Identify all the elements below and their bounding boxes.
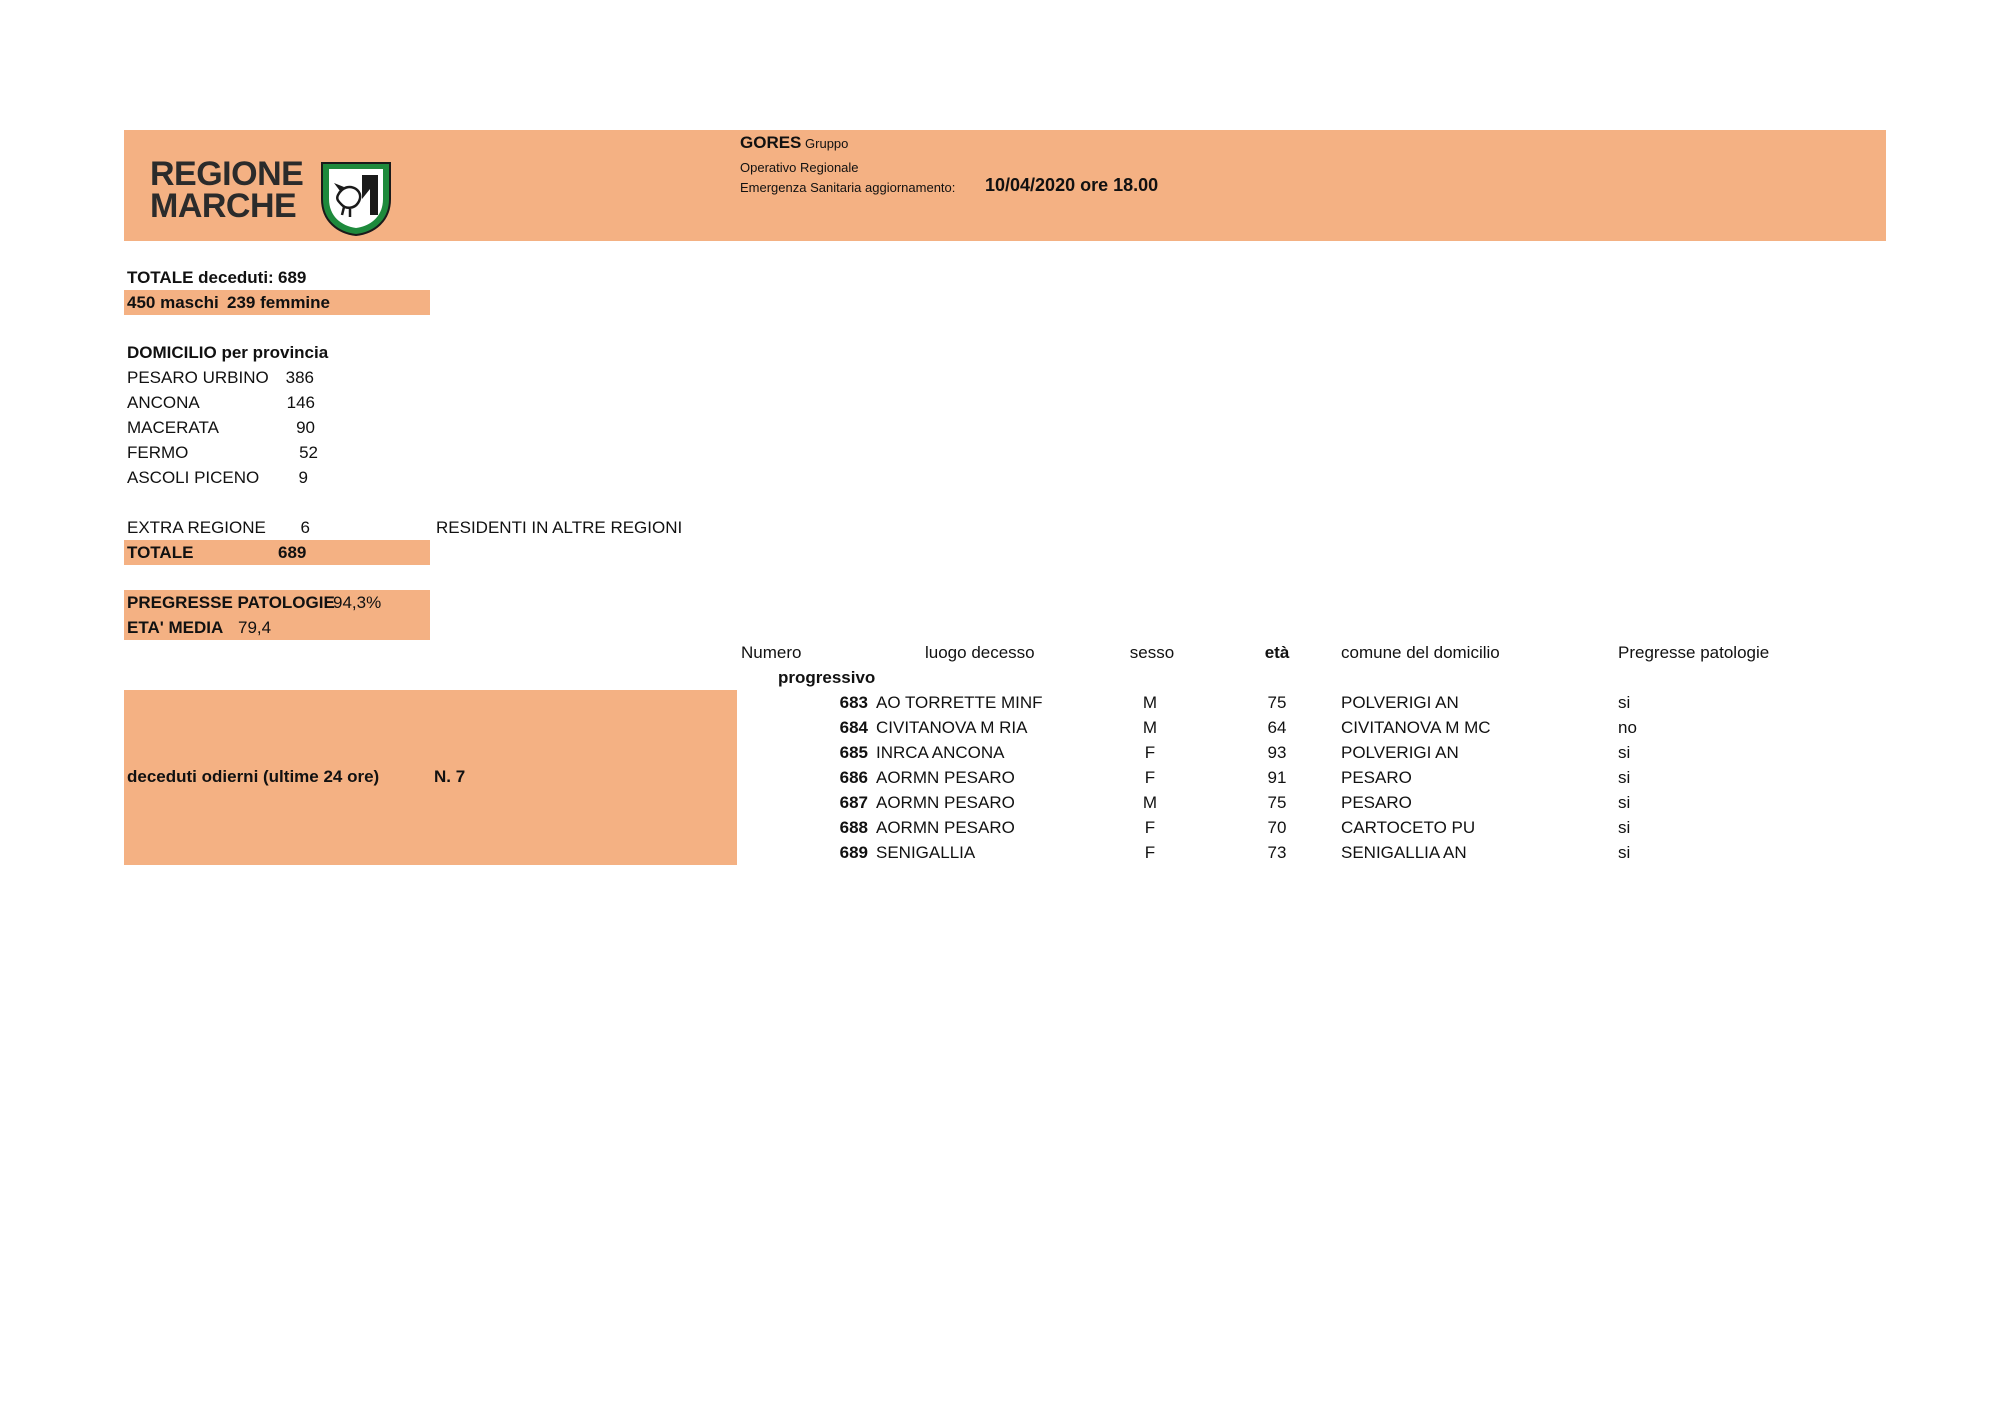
row-sesso: F [1144,743,1156,762]
row-patologie: si [1618,793,1631,812]
row-comune: POLVERIGI AN [1341,743,1459,762]
province-value: 386 [285,368,314,387]
row-patologie: si [1618,768,1631,787]
row-patologie: si [1618,693,1631,712]
regione-marche-logo [150,155,400,241]
aggiornamento-label: aggiornamento: [865,180,956,195]
row-luogo: AORMN PESARO [876,793,1015,812]
operativo-regionale-label: Operativo Regionale [740,160,859,175]
row-patologie: si [1618,843,1631,862]
row-numero: 688 [839,818,868,837]
province-value: 52 [299,443,318,462]
row-eta: 75 [1267,693,1287,712]
totale-deceduti-value: 689 [278,268,307,287]
logo-text-line2: MARCHE [150,187,297,225]
totale-label: TOTALE [127,543,194,562]
extra-regione-value: 6 [300,518,310,537]
row-luogo: AORMN PESARO [876,818,1015,837]
pregresse-patologie-label: PREGRESSE PATOLOGIE [127,593,335,612]
row-sesso: F [1144,768,1156,787]
province-name: PESARO URBINO [127,368,269,387]
gores-label: GORES [740,133,802,152]
emergenza-label: Emergenza Sanitaria [740,180,862,195]
province-value: 9 [298,468,308,487]
daily-deaths-label: deceduti odierni (ultime 24 ore) [127,767,380,786]
row-sesso: F [1144,843,1156,862]
row-luogo: AORMN PESARO [876,768,1015,787]
maschi-count: 450 maschi [127,293,219,312]
row-comune: SENIGALLIA AN [1341,843,1467,862]
daily-deaths-count: N. 7 [434,767,466,786]
regional-shield-icon [318,159,394,237]
emergenza-line [740,180,955,196]
row-patologie: si [1618,743,1631,762]
province-name: ASCOLI PICENO [127,468,260,487]
row-sesso: M [1142,793,1158,812]
row-numero: 684 [839,718,868,737]
domicilio-title: DOMICILIO per provincia [127,343,329,362]
header-sesso: sesso [1129,643,1175,662]
row-numero: 689 [839,843,868,862]
province-value: 90 [296,418,315,437]
row-eta: 64 [1267,718,1287,737]
row-luogo: AO TORRETTE MINF [876,693,1043,712]
province-name: MACERATA [127,418,219,437]
row-sesso: M [1142,693,1158,712]
row-eta: 70 [1267,818,1287,837]
extra-regione-note: RESIDENTI IN ALTRE REGIONI [436,518,683,537]
totale-value: 689 [278,543,307,562]
row-numero: 683 [839,693,868,712]
row-comune: CARTOCETO PU [1341,818,1476,837]
row-patologie: no [1618,718,1637,737]
eta-media-value: 79,4 [238,618,272,637]
header-progressivo: progressivo [778,668,876,687]
header-eta: età [1264,643,1290,662]
pregresse-patologie-value: 94,3% [333,593,382,612]
row-numero: 686 [839,768,868,787]
province-name: ANCONA [127,393,200,412]
header-numero: Numero [741,643,802,662]
row-luogo: INRCA ANCONA [876,743,1005,762]
row-sesso: M [1142,718,1158,737]
row-eta: 91 [1267,768,1287,787]
row-comune: CIVITANOVA M MC [1341,718,1491,737]
row-patologie: si [1618,818,1631,837]
update-datetime: 10/04/2020 ore 18.00 [985,175,1159,195]
row-numero: 687 [839,793,868,812]
row-comune: PESARO [1341,793,1412,812]
header-luogo-decesso: luogo decesso [925,643,1035,662]
header-pregresse-patologie: Pregresse patologie [1618,643,1770,662]
row-eta: 93 [1267,743,1287,762]
eta-media-label: ETA' MEDIA [127,618,224,637]
row-eta: 75 [1267,793,1287,812]
gruppo-label: Gruppo [805,136,849,151]
logo-text-line1: REGIONE [150,155,304,193]
row-eta: 73 [1267,843,1287,862]
extra-regione-label: EXTRA REGIONE [127,518,266,537]
femmine-count: 239 femmine [227,293,330,312]
row-luogo: SENIGALLIA [876,843,976,862]
row-comune: POLVERIGI AN [1341,693,1459,712]
province-name: FERMO [127,443,189,462]
row-sesso: F [1144,818,1156,837]
row-comune: PESARO [1341,768,1412,787]
row-luogo: CIVITANOVA M RIA [876,718,1028,737]
totale-deceduti-label: TOTALE deceduti: [127,268,274,287]
province-value: 146 [286,393,315,412]
row-numero: 685 [839,743,868,762]
header-comune-domicilio: comune del domicilio [1341,643,1500,662]
gores-title [740,135,848,152]
